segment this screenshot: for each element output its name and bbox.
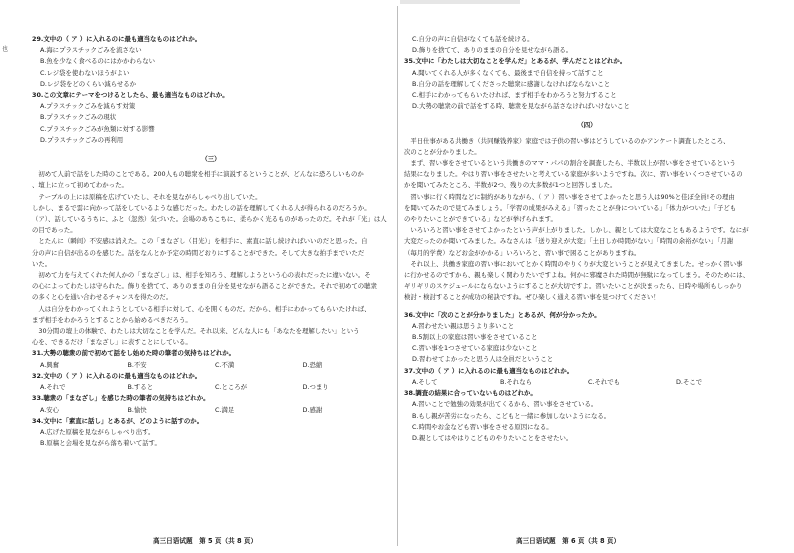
option-row	[32, 360, 390, 371]
answer-option: C.時間やお金なども習い事をさせる原因になる。	[412, 422, 553, 431]
section-heading: （四）	[577, 121, 597, 130]
answer-option: A.聞いてくれる人が多くなくても、最後まで自信を持って話すこと	[412, 68, 604, 77]
column-top-margin	[32, 0, 390, 34]
passage-line: 検討・検討することが成功の秘訣ですね。ぜひ楽しく通える習い事を見つけてください！	[404, 293, 660, 302]
left-page-column	[32, 0, 390, 553]
passage-line: いた。	[32, 259, 52, 268]
answer-option: C.レジ袋を使わないほうがよい	[40, 68, 130, 77]
question-stem: 35.文中に「わたしは大切なことを学んだ」とあるが、学んだことはどれか。	[404, 57, 627, 66]
question-stem: 31.大勢の聴衆の前で初めて話をし始めた時の筆者の気持ちはどれか。	[32, 349, 236, 358]
answer-option: B.プラスチックごみの現状	[40, 113, 117, 122]
right-page-column	[404, 0, 770, 553]
page-divider	[397, 6, 398, 546]
passage-line: とたんに（瞬间）不安感は消えた。この「まなざし（目光）」を相手に、素直に話し続ければいいのだと思った。自	[32, 237, 368, 246]
passage-line: の心によってわたしは守られた。飾りを捨てて、ありのままの自分を見せながら語ることができた。それで初めての聴衆	[32, 282, 377, 291]
option-choice: A.安心	[40, 405, 60, 414]
question-stem: 34.文中に「素直に話し」とあるが、どのように話すのか。	[32, 416, 204, 425]
passage-line: まず相手をわかろうとすることから始めるべきだろう。	[32, 315, 192, 324]
question-stem: 36.文中に「次のことが分かりました」とあるが、何が分かったか。	[404, 310, 601, 319]
passage-line: 大変だったのか聞いてみました。みなさんは「送り迎えが大変」「土日しか時間がない」「時間の余裕がない」「月謝	[404, 237, 734, 246]
section-heading: （三）	[201, 155, 221, 164]
passage-line: の多くと心を通い合わせるチャンスを得たのだ。	[32, 293, 173, 302]
question-stem: 37.文中の（ ア ）に入れるのに最も適当なものはどれか。	[404, 366, 574, 375]
option-choice: D.感謝	[302, 405, 323, 414]
answer-option: A.プラスチックごみを減らす対策	[40, 102, 136, 111]
answer-option: C.習い事を1つさせている家庭は少ないこと	[412, 344, 538, 353]
option-choice: B.愉快	[127, 405, 147, 414]
answer-option: D.親としてはやはりこどものやりたいことをさせたい。	[412, 433, 573, 442]
passage-line: 、壇上に立って初めてわかった。	[32, 181, 128, 190]
answer-option: B.5割以上の家庭は習い事をさせていること	[412, 333, 538, 342]
passage-line: 次のことが分かりました。	[404, 147, 481, 156]
option-choice: A.そして	[412, 377, 438, 386]
left-page-footer: 高三日语试题 第 5 页（共 8 页）	[153, 537, 258, 545]
right-page-footer: 高三日语试题 第 6 页（共 8 页）	[516, 537, 621, 545]
margin-mark: 也	[2, 46, 9, 53]
answer-option: A.海にプラスチックごみを流さない	[40, 46, 142, 55]
option-choice: D.恐縮	[302, 360, 323, 369]
answer-option: C.自分の声に自信がなくても話を続ける。	[412, 35, 534, 43]
passage-line: 習い事に行く時間などに制約がありながら、（ ア ）習い事をさせてよかったと思う人は90%と佳ぼ全員!その理由	[404, 192, 735, 201]
passage-line: （ア）、話しているうちに、ふと（忽然）気づいた。会場のあちこちに、柔らかく光るものがあったのだ。それが「光」は人	[32, 215, 387, 224]
passage-line: 結果になりました。やはり習い事をさせたいと考えている家庭が多いようですね。次に、習い事をいくつさせているの	[404, 170, 743, 179]
answer-option: B.自分の話を理解してくださった聴衆に感謝しなければならないこと	[412, 79, 611, 88]
answer-option: D.大勢の聴衆の前で話をする時、聴衆を見ながら話さなければいけないこと	[412, 102, 630, 111]
passage-line: 初めて人前で話をした時のことである。200人もの聴衆を相手に演説するということが、どんなに恐ろしいものか	[32, 170, 364, 179]
passage-line: の目であった。	[32, 226, 77, 235]
option-row	[32, 382, 390, 393]
answer-option: D.プラスチックごみの再利用	[40, 135, 124, 144]
question-stem: 33.聴衆の「まなざし」を感じた時の筆者の気持ちはどれか。	[32, 394, 210, 403]
option-choice: C.ところが	[215, 383, 248, 392]
passage-line: テーブルの上には原稿を広げていたし、それを見ながらしゃべり出していた。	[32, 192, 262, 201]
passage-line: かを聞いてみたところ、半数が2つ、残りの大多数が1つと回答しました。	[404, 181, 617, 190]
passage-line: 30分間の壇上の体験で、わたしは大切なことを学んだ。それ以来、どんな人にも「あなたを理解したい」という	[32, 327, 360, 336]
passage-line: いろいろと習い事をさせてよかったという声が上がりました。しかし、親としては大変なこともあるようです。なにが	[404, 226, 749, 235]
answer-option: D.飾りを捨てて、ありのままの自分を見せながら語る。	[412, 46, 573, 55]
column-top-margin	[404, 0, 770, 34]
answer-option: D.習わせてよかったと思う人は全員だということ	[412, 355, 554, 364]
answer-option: D.レジ袋をどのくらい減らせるか	[40, 79, 137, 88]
answer-option: B.原稿と会場を見ながら落ち着いて話す。	[40, 439, 161, 448]
option-choice: D.そこで	[676, 377, 703, 386]
answer-option: A.習わせたい親は思うより多いこと	[412, 321, 515, 330]
passage-line: に行かせるのですから、親も楽しく関わりたいですよね。何かに邪魔された時間が無駄になってしまう。そのためには、	[404, 271, 750, 280]
passage-line: それ以上、共働き家庭の習い事においてとかく時間のやりくりが大変ということが見えてきました。せっかく習い事	[404, 259, 743, 268]
passage-line: まず、習い事をさせているという共働きのママ・パパの割合を調査したら、半数以上が習い事をさせているという	[404, 159, 736, 168]
passage-line: 心を、できるだけ「まなざし」に表すことにしている。	[32, 338, 192, 347]
question-stem: 30.この文章にテーマをつけるとしたら、最も適当なものはどれか。	[32, 91, 229, 100]
option-choice: D.つまり	[302, 383, 329, 392]
passage-line: 人は自分をわかってくれようとしている相手に対して、心を開くものだ。だから、相手にわかってもらいたければ、	[32, 304, 371, 313]
option-choice: A.興奮	[40, 360, 60, 369]
passage-line: しかし、まるで雲に向かって話をしているような感じだった。わたしの話を理解してくれる人が得られるのだろうか。	[32, 203, 371, 212]
option-row	[404, 377, 770, 388]
option-choice: C.満足	[215, 405, 235, 414]
option-choice: B.それなら	[500, 377, 532, 386]
option-row	[32, 405, 390, 416]
option-choice: C.それでも	[588, 377, 621, 386]
question-stem: 32.文中の（ ア ）に入れるのに最も適当なものはどれか。	[32, 371, 202, 380]
answer-option: B.もし親が苦労になったら、こどもと一緒に参加しないようになる。	[412, 411, 611, 420]
passage-line: （毎月的学费）などお金がかかる」いろいろと、習い事で困ることがありますね。	[404, 248, 641, 257]
passage-line: 初めて力を与えてくれた何人かの「まなざし」は、相手を知ろう、理解しようという心の表れだったに違いない。そ	[32, 271, 371, 280]
question-stem: 38.調査の結果に合っていないものはどれか。	[404, 389, 537, 398]
passage-line: 平日仕事がある共働き（共同赚钱养家）家庭では子供の習い事はどうしているのかアンケート調査したところ、	[404, 136, 730, 145]
passage-line: ギリギリのスケジュールにならないようにすることが大切ですよ。習いたいことが決まったら、日時や場所もしっかり	[404, 282, 743, 291]
answer-option: C.プラスチックごみが魚類に対する影響	[40, 124, 155, 133]
passage-line: のやりたいことができている」などが挙げられます。	[404, 215, 557, 224]
passage-line: 分の声に自信が出るのを感じた。話をなんとか予定の時間どおりにすることができた。そして大きな拍手までいただ	[32, 248, 365, 257]
passage-line: を聞いてみたので見てみましょう。「学習の成果がみえる」「習ったことが身についている」「体力がついた」「子ども	[404, 203, 737, 212]
answer-option: B.魚を少なく食べるのにはかかわらない	[40, 57, 156, 66]
option-choice: C.不満	[215, 360, 235, 369]
answer-option: A.習いことで勉強の効果が出てくるから、習い事をさせている。	[412, 400, 598, 409]
question-stem: 29.文中の（ ア ）に入れるのに最も適当なものはどれか。	[32, 35, 202, 43]
option-choice: B.不安	[127, 360, 147, 369]
option-choice: A.それで	[40, 383, 66, 392]
answer-option: C.相手にわかってもらいたければ、まず相手をわかろうと努力すること	[412, 91, 617, 100]
answer-option: A.広げた原稿を見ながらしゃべり出す。	[40, 427, 155, 436]
option-choice: B.すると	[127, 383, 154, 392]
